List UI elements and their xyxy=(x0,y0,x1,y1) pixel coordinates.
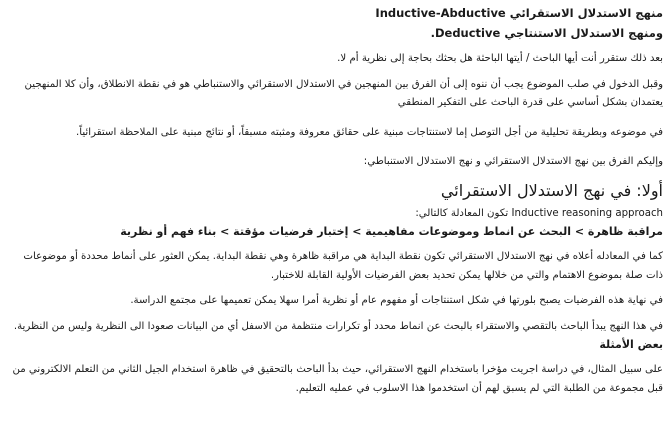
intro-paragraph-2: وقبل الدخول في صلب الموضوع يجب أن ننوه إلى أن الفرق بين المنهجين في الاستدلال الاستقرائي والاستنباطي هو في نقطة الانطلاق، وأن كلا المنهجين يعتمدان بشكل أساسي على قدرة الباحث على التفكير المنطقي xyxy=(24,78,663,108)
title-arabic-1: منهج الاستدلال الاستقرائي xyxy=(509,6,663,20)
intro-paragraph-4: وإليكم الفرق بين نهج الاستدلال الاستقرائي و نهج الاستدلال الاستنباطي: xyxy=(363,156,663,167)
equation-intro-english: Inductive reasoning approach xyxy=(511,207,663,219)
article-title-line-2 xyxy=(8,23,663,43)
equation-intro xyxy=(8,205,663,224)
example-paragraph: على سبيل المثال، في دراسة اجريت مؤخرا باستخدام النهج الاستقرائي، حيث بدأ الباحث بالتحقيق في ظاهرة استخدام الجيل الثاني من التعلم الالكتروني من قبل مجموعة من الطلبة التي لم يسبق لهم أن استخدموا هذا الاسلوب في عمليه التعليم. xyxy=(12,364,663,394)
body-paragraph-3: في هذا النهج يبدأ الباحث بالتقصي والاستقراء بالبحث عن انماط محدد أو تكرارات منتظمة من الاسفل أي من البيانات صعودا الى النظرية وليس من النظرية. xyxy=(13,320,663,332)
equation-intro-arabic: تكون المعادلة كالتالي: xyxy=(415,207,509,219)
intro-paragraph-3: في موضوعه وبطريقة تحليلية من أجل التوصل إما لاستنتاجات مبنية على حقائق معروفة ومثبته مسبقاً، أو نتائج مبنية على الملاحظة استقرائياً. xyxy=(75,126,663,138)
section-heading-inductive: أولا: في نهج الاستدلال الاستقرائي xyxy=(440,180,663,200)
body-paragraph-1: كما في المعادله أعلاه في نهج الاستدلال الاستقرائي تكون نقطة البداية هي مراقبة ظاهرة وهي نقطة البداية. يمكن العثور على أنماط محددة أو موضوعات ذات صلة بموضوع الاهتمام والتي من خلالها يمكن تحديد بعض الفرضيات الأولية القابلة للاختبار. xyxy=(23,251,663,281)
examples-heading: بعض الأمثلة xyxy=(599,338,663,351)
title-english-2: Deductive. xyxy=(430,26,501,40)
article-title-line-1 xyxy=(8,3,663,23)
title-arabic-2: ومنهج الاستدلال الاستنتاجي xyxy=(504,26,663,40)
title-english-1: Inductive-Abductive xyxy=(375,6,506,20)
formula-line: مراقبة ظاهرة > البحث عن انماط وموضوعات مفاهيمية > إختبار فرضيات مؤقتة > بناء فهم أو نظرية xyxy=(120,225,663,238)
intro-paragraph-1: بعد ذلك ستقرر أنت أيها الباحث / أيتها الباحثة هل بحثك بحاجة إلى نظرية أم لا. xyxy=(337,53,663,64)
body-paragraph-2: في نهاية هذه الفرضيات يصبح بلورتها في شكل استنتاجات أو مفهوم عام أو نظرية أمرا سهلا يمكن تعميمها على مجتمع الدراسة. xyxy=(130,295,663,306)
